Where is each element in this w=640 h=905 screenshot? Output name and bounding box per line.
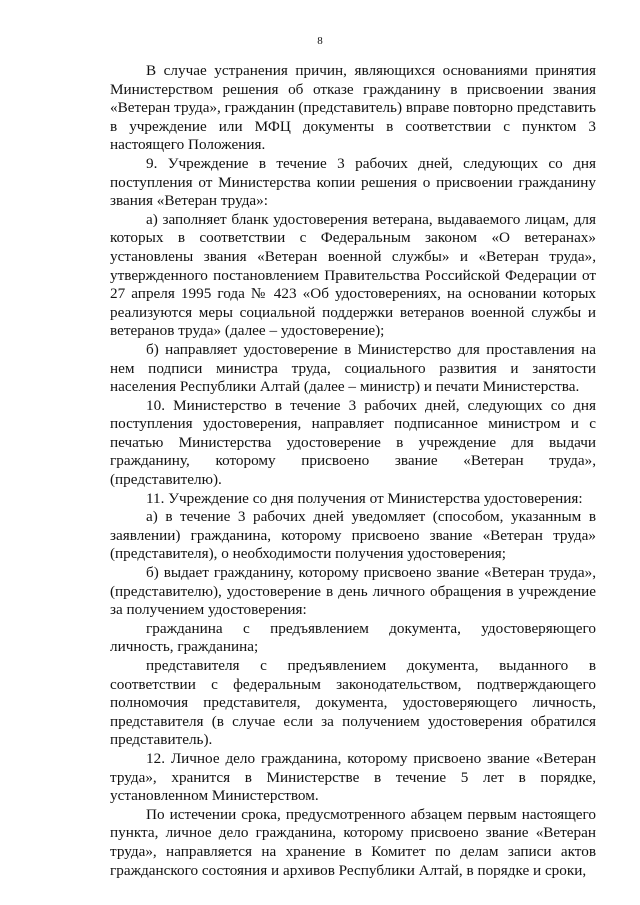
paragraph-item-9: 9. Учреждение в течение 3 рабочих дней, следующих со дня поступления от Министерства копии решения о присвоении гражданину звания «Ветеран труда»: — [110, 154, 596, 210]
paragraph-representative-id: представителя с предъявлением документа, выданного в соответствии с федеральным законодательством, подтверждающего полномочия представителя, документа, удостоверяющего личность, представителя (в случае если за получением удостоверения обратился представитель). — [110, 657, 596, 749]
paragraph-item-10: 10. Министерство в течение 3 рабочих дней, следующих со дня поступления удостоверения, направляет подписанное министром и с печатью Министерства удостоверение в учреждение для выдачи гражданину, которому присвоено звание «Ветеран труда», (представителю). — [110, 396, 596, 489]
paragraph-item-12: 12. Личное дело гражданина, которому присвоено звание «Ветеран труда», хранится в Министерстве в течение 5 лет в порядке, установленном Министерством. — [110, 749, 596, 805]
paragraph-reapply: В случае устранения причин, являющихся основаниями принятия Министерством решения об отказе гражданину в присвоении звания «Ветеран труда», гражданин (представитель) вправе повторно представить в учреждение или МФЦ документы в соответствии с пунктом 3 настоящего Положения. — [110, 62, 596, 154]
paragraph-citizen-id: гражданина с предъявлением документа, удостоверяющего личность, гражданина; — [110, 619, 596, 656]
paragraph-item-9a: а) заполняет бланк удостоверения ветерана, выдаваемого лицам, для которых в соответствии с Федеральным законом «О ветеранах» установлены звания «Ветеран военной службы» и «Ветеран труда», утвержденного постановлением Правительства Российской Федерации от 27 апреля 1995 года № 423 «Об удостоверениях, на основании которых реализуются меры социальной поддержки ветеранов военной службы и ветеранов труда» (далее – удостоверение); — [110, 210, 596, 340]
paragraph-item-11: 11. Учреждение со дня получения от Министерства удостоверения: — [146, 489, 583, 507]
paragraph-item-11b: б) выдает гражданину, которому присвоено звание «Ветеран труда», (представителю), удостоверение в день личного обращения в учреждение за получением удостоверения: — [110, 564, 596, 619]
page-number: 8 — [317, 35, 323, 47]
paragraph-item-11a: а) в течение 3 рабочих дней уведомляет (способом, указанным в заявлении) гражданина, которому присвоено звание «Ветеран труда» (представителя), о необходимости получения удостоверения; — [110, 508, 596, 563]
paragraph-archive-transfer: По истечении срока, предусмотренного абзацем первым настоящего пункта, личное дело гражданина, которому присвоено звание «Ветеран труда», направляется на хранение в Комитет по делам записи актов гражданского состояния и архивов Республики Алтай, в порядке и сроки, — [110, 805, 596, 879]
document-body — [110, 62, 596, 880]
paragraph-item-9b: б) направляет удостоверение в Министерство для проставления на нем подписи министра труда, социального развития и занятости населения Республики Алтай (далее – министр) и печати Министерства. — [110, 340, 596, 396]
